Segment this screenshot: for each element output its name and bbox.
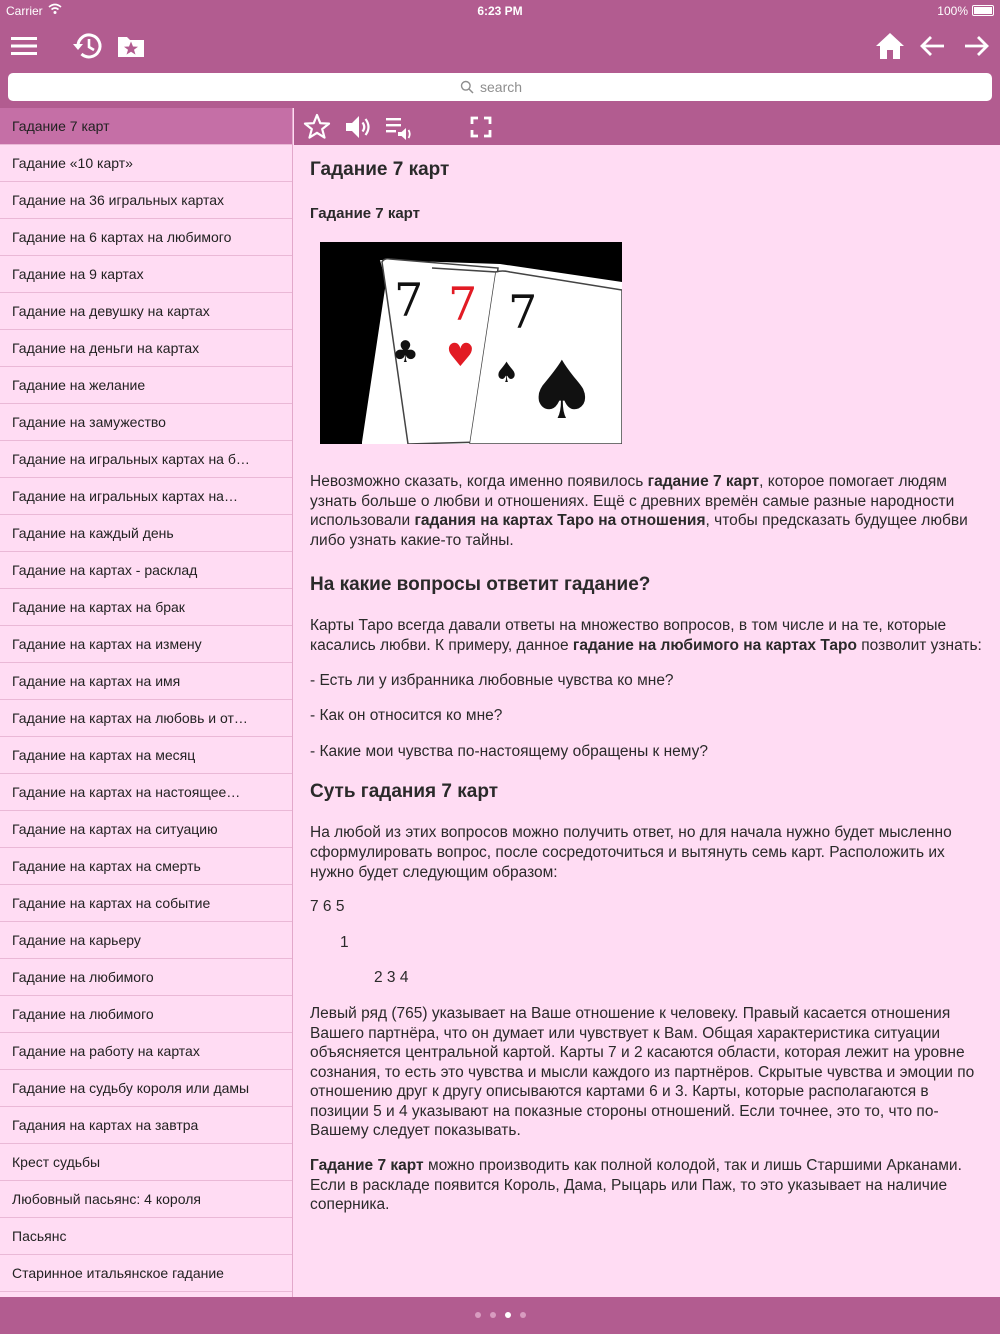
- sidebar-item[interactable]: Гадание на картах на смерть: [0, 848, 292, 885]
- sidebar-item[interactable]: Гадания на картах на завтра: [0, 1107, 292, 1144]
- sidebar-item[interactable]: Гадание на картах на месяц: [0, 737, 292, 774]
- topic-list: [0, 108, 293, 1297]
- sidebar-item[interactable]: Любовный пасьянс: 4 короля: [0, 1181, 292, 1218]
- sidebar-item[interactable]: Гадание на каждый день: [0, 515, 292, 552]
- clock: 6:23 PM: [477, 4, 523, 18]
- home-button[interactable]: [870, 26, 910, 66]
- article-subtitle: Гадание 7 карт: [310, 205, 420, 222]
- forward-button[interactable]: [956, 26, 996, 66]
- content-toolbar: [294, 108, 1000, 145]
- page-dot[interactable]: [490, 1312, 496, 1318]
- menu-button[interactable]: [4, 26, 44, 66]
- article-content: [294, 145, 1000, 1297]
- search-bar: [0, 70, 1000, 108]
- fullscreen-button[interactable]: [464, 110, 498, 143]
- sidebar-item[interactable]: Гадание на замужество: [0, 404, 292, 441]
- sidebar-item[interactable]: Гадание на картах на брак: [0, 589, 292, 626]
- layout-row: 1: [340, 933, 349, 951]
- sidebar-item[interactable]: Гадание на картах на имя: [0, 663, 292, 700]
- sidebar-item[interactable]: Гадание на девушку на картах: [0, 293, 292, 330]
- sidebar-item[interactable]: Гадание на карьеру: [0, 922, 292, 959]
- question-item: - Какие мои чувства по-настоящему обращены к нему?: [310, 742, 708, 760]
- search-field[interactable]: [8, 73, 992, 101]
- speaker-icon: [343, 112, 373, 142]
- paragraph: Левый ряд (765) указывает на Ваше отношение к человеку. Правый касается отношения Вашего партнёра, что он думает или чувствует к Вам. Общая характеристика ситуации объясняется центральной картой. Карты 7 и 2 касаются области, которая лежит на уровне сознания, то есть это чувства и мысли каждого из партнёров. Скрытые чувства и эмоции по отношению друг к другу описываются картами 6 и 3. Карты, которые располагаются в позиции 5 и 4 указывают на показные стороны отношений. Если точнее, это то, что по-Вашему следует показывать.: [310, 1004, 975, 1140]
- sidebar-item[interactable]: Гадание на картах - расклад: [0, 552, 292, 589]
- card-rank: 7: [448, 277, 478, 331]
- paragraph: Невозможно сказать, когда именно появилось гадание 7 карт, которое помогает людям узнать больше о любви и отношениях. Ещё с древних времён самые разные народности использовали гадания на картах Таро на отношения, чтобы предсказать будущее любви либо узнать какие-то тайны.: [310, 473, 968, 549]
- battery-percent: 100%: [937, 4, 968, 18]
- search-icon: [460, 80, 474, 94]
- spades-icon: ♠: [526, 344, 598, 437]
- favorite-button[interactable]: [300, 110, 334, 143]
- card-rank: 7: [394, 273, 424, 327]
- clubs-icon: ♣: [392, 335, 419, 370]
- paragraph: На любой из этих вопросов можно получить ответ, но для начала нужно будет мысленно сформулировать вопрос, после сосредоточиться и вытянуть семь карт. Расположить их нужно будет следующим образом:: [310, 824, 952, 881]
- sidebar-item[interactable]: Гадание на игральных картах на…: [0, 478, 292, 515]
- arrow-left-icon: [917, 30, 949, 62]
- history-icon: [72, 30, 104, 62]
- sidebar-item[interactable]: Гадание «10 карт»: [0, 145, 292, 182]
- search-input[interactable]: [480, 79, 540, 95]
- article-title: Гадание 7 карт: [310, 159, 450, 180]
- bottom-bar: [0, 1297, 1000, 1334]
- seven-cards-illustration: [320, 242, 622, 444]
- sidebar-item[interactable]: Гадание на работу на картах: [0, 1033, 292, 1070]
- page-dot[interactable]: [520, 1312, 526, 1318]
- sidebar-item[interactable]: Гадание на любимого: [0, 996, 292, 1033]
- sidebar-item[interactable]: Гадание на любимого: [0, 959, 292, 996]
- folder-star-icon: [115, 30, 147, 62]
- sidebar-item[interactable]: Гадание на картах на событие: [0, 885, 292, 922]
- paragraph: Карты Таро всегда давали ответы на множество вопросов, в том числе и на те, которые касались любви. К примеру, данное гадание на любимого на картах Таро позволит узнать:: [310, 617, 982, 654]
- hearts-icon: ♥: [446, 336, 475, 374]
- cards-image: [320, 242, 622, 444]
- battery-icon: [972, 5, 994, 16]
- carrier-label: Carrier: [6, 4, 43, 18]
- playlist-speaker-icon: [384, 112, 414, 142]
- section-heading: На какие вопросы ответит гадание?: [310, 574, 651, 596]
- speak-button[interactable]: [341, 110, 375, 143]
- sidebar-item[interactable]: Гадание на игральных картах на б…: [0, 441, 292, 478]
- bookmarks-button[interactable]: [111, 26, 151, 66]
- section-heading: Суть гадания 7 карт: [310, 781, 498, 803]
- sidebar-item[interactable]: Гадание на деньги на картах: [0, 330, 292, 367]
- home-icon: [874, 30, 906, 62]
- question-item: - Есть ли у избранника любовные чувства ко мне?: [310, 671, 674, 689]
- paragraph: Гадание 7 карт можно производить как полной колодой, так и лишь Старшими Арканами. Если в раскладе появится Король, Дама, Рыцарь или Паж, то это указывает на наличие соперника.: [310, 1157, 962, 1214]
- sidebar-item[interactable]: Крест судьбы: [0, 1144, 292, 1181]
- sidebar-item[interactable]: Гадание на 9 картах: [0, 256, 292, 293]
- sidebar-item[interactable]: Гадание на картах на ситуацию: [0, 811, 292, 848]
- page-dot[interactable]: [505, 1312, 511, 1318]
- status-bar: [0, 0, 1000, 22]
- sidebar-item[interactable]: Гадание на картах на измену: [0, 626, 292, 663]
- page-dot[interactable]: [475, 1312, 481, 1318]
- layout-row: 7 6 5: [310, 898, 345, 916]
- sidebar-item[interactable]: Пасьянс: [0, 1218, 292, 1255]
- sidebar-item[interactable]: Старинное итальянское гадание: [0, 1255, 292, 1292]
- star-icon: [302, 112, 332, 142]
- sidebar-item[interactable]: Гадание 7 карт: [0, 108, 292, 145]
- hamburger-icon: [8, 30, 40, 62]
- question-item: - Как он относится ко мне?: [310, 707, 503, 725]
- nav-bar: [0, 22, 1000, 70]
- spades-icon: ♠: [494, 356, 520, 389]
- sidebar-item[interactable]: Гадание на картах на настоящее…: [0, 774, 292, 811]
- sidebar-item[interactable]: Гадание на 6 картах на любимого: [0, 219, 292, 256]
- sidebar-item[interactable]: Гадание на 36 игральных картах: [0, 182, 292, 219]
- card-rank: 7: [508, 285, 538, 339]
- back-button[interactable]: [913, 26, 953, 66]
- arrow-right-icon: [960, 30, 992, 62]
- sidebar-item[interactable]: Гадание на желание: [0, 367, 292, 404]
- layout-row: 2 3 4: [374, 969, 409, 987]
- fullscreen-icon: [466, 112, 496, 142]
- sidebar-item[interactable]: Гадание на картах на любовь и от…: [0, 700, 292, 737]
- page-indicator[interactable]: [0, 1312, 1000, 1318]
- sidebar-item[interactable]: Гадание на судьбу короля или дамы: [0, 1070, 292, 1107]
- speech-queue-button[interactable]: [382, 110, 416, 143]
- history-button[interactable]: [68, 26, 108, 66]
